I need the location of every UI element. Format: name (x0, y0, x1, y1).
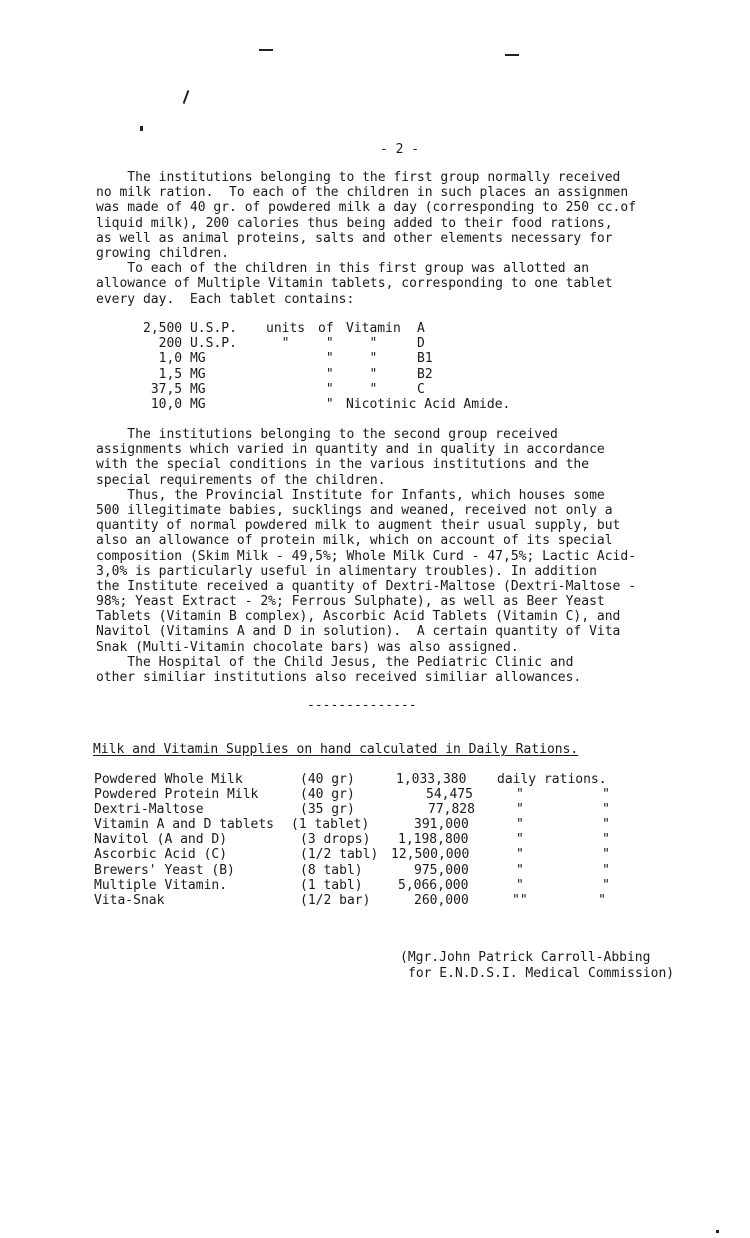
scan-speck (505, 54, 519, 56)
text-line: growing children. (96, 245, 230, 261)
scan-speck (140, 126, 143, 131)
supply-item: Vita-Snak (94, 892, 165, 908)
vitamin-row (143, 336, 425, 352)
vitamin-of: of (318, 321, 334, 336)
supply-quantity: 1,198,800 (398, 832, 469, 848)
supply-quantity: 391,000 (414, 817, 469, 833)
text-line: Snak (Multi-Vitamin chocolate bars) was also assigned. (96, 639, 519, 655)
supply-item: Powdered Whole Milk (94, 772, 243, 787)
text-line: Thus, the Provincial Institute for Infants, which houses some (96, 487, 605, 503)
text-line: also an allowance of protein milk, which on account of its special (96, 533, 613, 549)
supply-quantity: 77,828 (428, 802, 475, 818)
text-line: Tablets (Vitamin B complex), Ascorbic Acid Tablets (Vitamin C), and (96, 609, 621, 625)
page-number: - 2 - (380, 142, 420, 157)
vitamin-amount: 10,0 MG (143, 396, 206, 412)
supply-unit: (35 gr) (300, 802, 355, 818)
vitamin-letter: A (417, 321, 425, 336)
supply-item: Brewers' Yeast (B) (94, 862, 235, 878)
text-line: composition (Skim Milk - 49,5%; Whole Milk Curd - 47,5%; Lactic Acid- (96, 548, 637, 564)
supply-unit: (1/2 tabl) (300, 847, 379, 863)
vitamin-of: " (318, 366, 334, 382)
supplies-heading: Milk and Vitamin Supplies on hand calculated in Daily Rations. (93, 742, 579, 757)
vitamin-name: " (346, 336, 378, 352)
supply-unit: (1 tablet) (291, 817, 370, 833)
vitamin-letter: B1 (417, 351, 433, 367)
text-line: To each of the children in this first group was allotted an (96, 261, 590, 277)
vitamin-of: " (318, 336, 334, 352)
text-line: The institutions belonging to the second group received (96, 427, 558, 442)
supply-unit: (8 tabl) (300, 862, 363, 878)
supply-label: daily rations. (497, 772, 607, 787)
vitamin-amount: 1,5 MG (143, 366, 206, 382)
supply-quantity: 5,066,000 (398, 877, 469, 893)
supply-label: " " (516, 802, 610, 818)
supply-item: Ascorbic Acid (C) (94, 847, 228, 863)
supply-label: " " (516, 862, 610, 878)
text-line: as well as animal proteins, salts and other elements necessary for (96, 230, 613, 246)
text-line: allowance of Multiple Vitamin tablets, corresponding to one tablet (96, 276, 613, 292)
text-line: every day. Each tablet contains: (96, 291, 355, 307)
text-line: 98%; Yeast Extract - 2%; Ferrous Sulphate), as well as Beer Yeast (96, 594, 605, 610)
vitamin-unit: " (266, 336, 290, 352)
supply-quantity: 260,000 (414, 892, 469, 908)
vitamin-name: " (346, 366, 378, 382)
supply-item: Vitamin A and D tablets (94, 817, 275, 833)
second-paragraph (96, 427, 716, 685)
vitamin-name: " (346, 381, 378, 397)
supply-unit: (40 gr) (300, 772, 355, 787)
vitamin-content-table (143, 321, 511, 412)
vitamin-row (143, 351, 433, 367)
section-separator: -------------- (307, 698, 417, 713)
text-line: quantity of normal powdered milk to augment their usual supply, but (96, 518, 621, 534)
text-line: The Hospital of the Child Jesus, the Pediatric Clinic and (96, 654, 574, 670)
text-line: Navitol (Vitamins A and D in solution). A certain quantity of Vita (96, 624, 621, 640)
vitamin-row (143, 321, 425, 336)
text-line: 500 illegitimate babies, sucklings and weaned, received not only a (96, 502, 613, 518)
supply-unit: (40 gr) (300, 787, 355, 803)
vitamin-amount: 1,0 MG (143, 351, 206, 367)
vitamin-row (143, 366, 433, 382)
text-line: liquid milk), 200 calories thus being added to their food rations, (96, 215, 613, 231)
supply-label: " " (516, 817, 610, 833)
signature-name: (Mgr.John Patrick Carroll-Abbing (400, 950, 651, 965)
scan-speck (183, 90, 190, 104)
supply-quantity: 54,475 (426, 787, 473, 803)
supply-label: " " (516, 847, 610, 863)
vitamin-amount: 2,500 U.S.P. (143, 321, 237, 336)
text-line: no milk ration. To each of the children in such places an assignmen (96, 185, 629, 201)
signature-affiliation: for E.N.D.S.I. Medical Commission) (408, 966, 675, 981)
supply-unit: (3 drops) (300, 832, 371, 848)
supply-unit: (1/2 bar) (300, 892, 371, 908)
vitamin-name: " (346, 351, 378, 367)
supply-item: Navitol (A and D) (94, 832, 228, 848)
vitamin-letter: D (417, 336, 425, 352)
intro-paragraph (96, 170, 716, 307)
vitamin-letter: B2 (417, 366, 433, 382)
text-line: special requirements of the children. (96, 472, 386, 488)
vitamin-of: " (318, 396, 334, 412)
supply-item: Dextri-Maltose (94, 802, 204, 818)
vitamin-name: Nicotinic Acid Amide. (346, 396, 511, 412)
vitamin-unit: units (266, 321, 306, 336)
vitamin-amount: 37,5 MG (143, 381, 206, 397)
text-line: was made of 40 gr. of powdered milk a day (corresponding to 250 cc.of (96, 200, 637, 216)
scan-speck (259, 49, 273, 51)
supply-label: " " (516, 832, 610, 848)
supply-quantity: 1,033,380 (396, 772, 467, 787)
vitamin-row (143, 381, 425, 397)
vitamin-amount: 200 U.S.P. (143, 336, 237, 352)
text-line: with the special conditions in the various institutions and the (96, 457, 590, 473)
vitamin-row (143, 396, 511, 412)
supply-quantity: 12,500,000 (391, 847, 470, 863)
supply-label: "" " (512, 892, 606, 908)
supply-unit: (1 tabl) (300, 877, 363, 893)
text-line: 3,0% is particularly useful in alimentary troubles). In addition (96, 563, 597, 579)
supply-label: " " (516, 787, 610, 803)
text-line: The institutions belonging to the first group normally received (96, 170, 621, 185)
text-line: the Institute received a quantity of Dextri-Maltose (Dextri-Maltose - (96, 578, 637, 594)
text-line: other similiar institutions also received similiar allowances. (96, 670, 582, 685)
vitamin-name: Vitamin (346, 321, 401, 336)
vitamin-letter: C (417, 381, 425, 397)
supply-label: " " (516, 877, 610, 893)
text-line: assignments which varied in quantity and in quality in accordance (96, 442, 605, 458)
vitamin-of: " (318, 351, 334, 367)
scan-speck (716, 1230, 719, 1233)
supply-item: Powdered Protein Milk (94, 787, 259, 803)
vitamin-of: " (318, 381, 334, 397)
supply-quantity: 975,000 (414, 862, 469, 878)
supply-item: Multiple Vitamin. (94, 877, 228, 893)
